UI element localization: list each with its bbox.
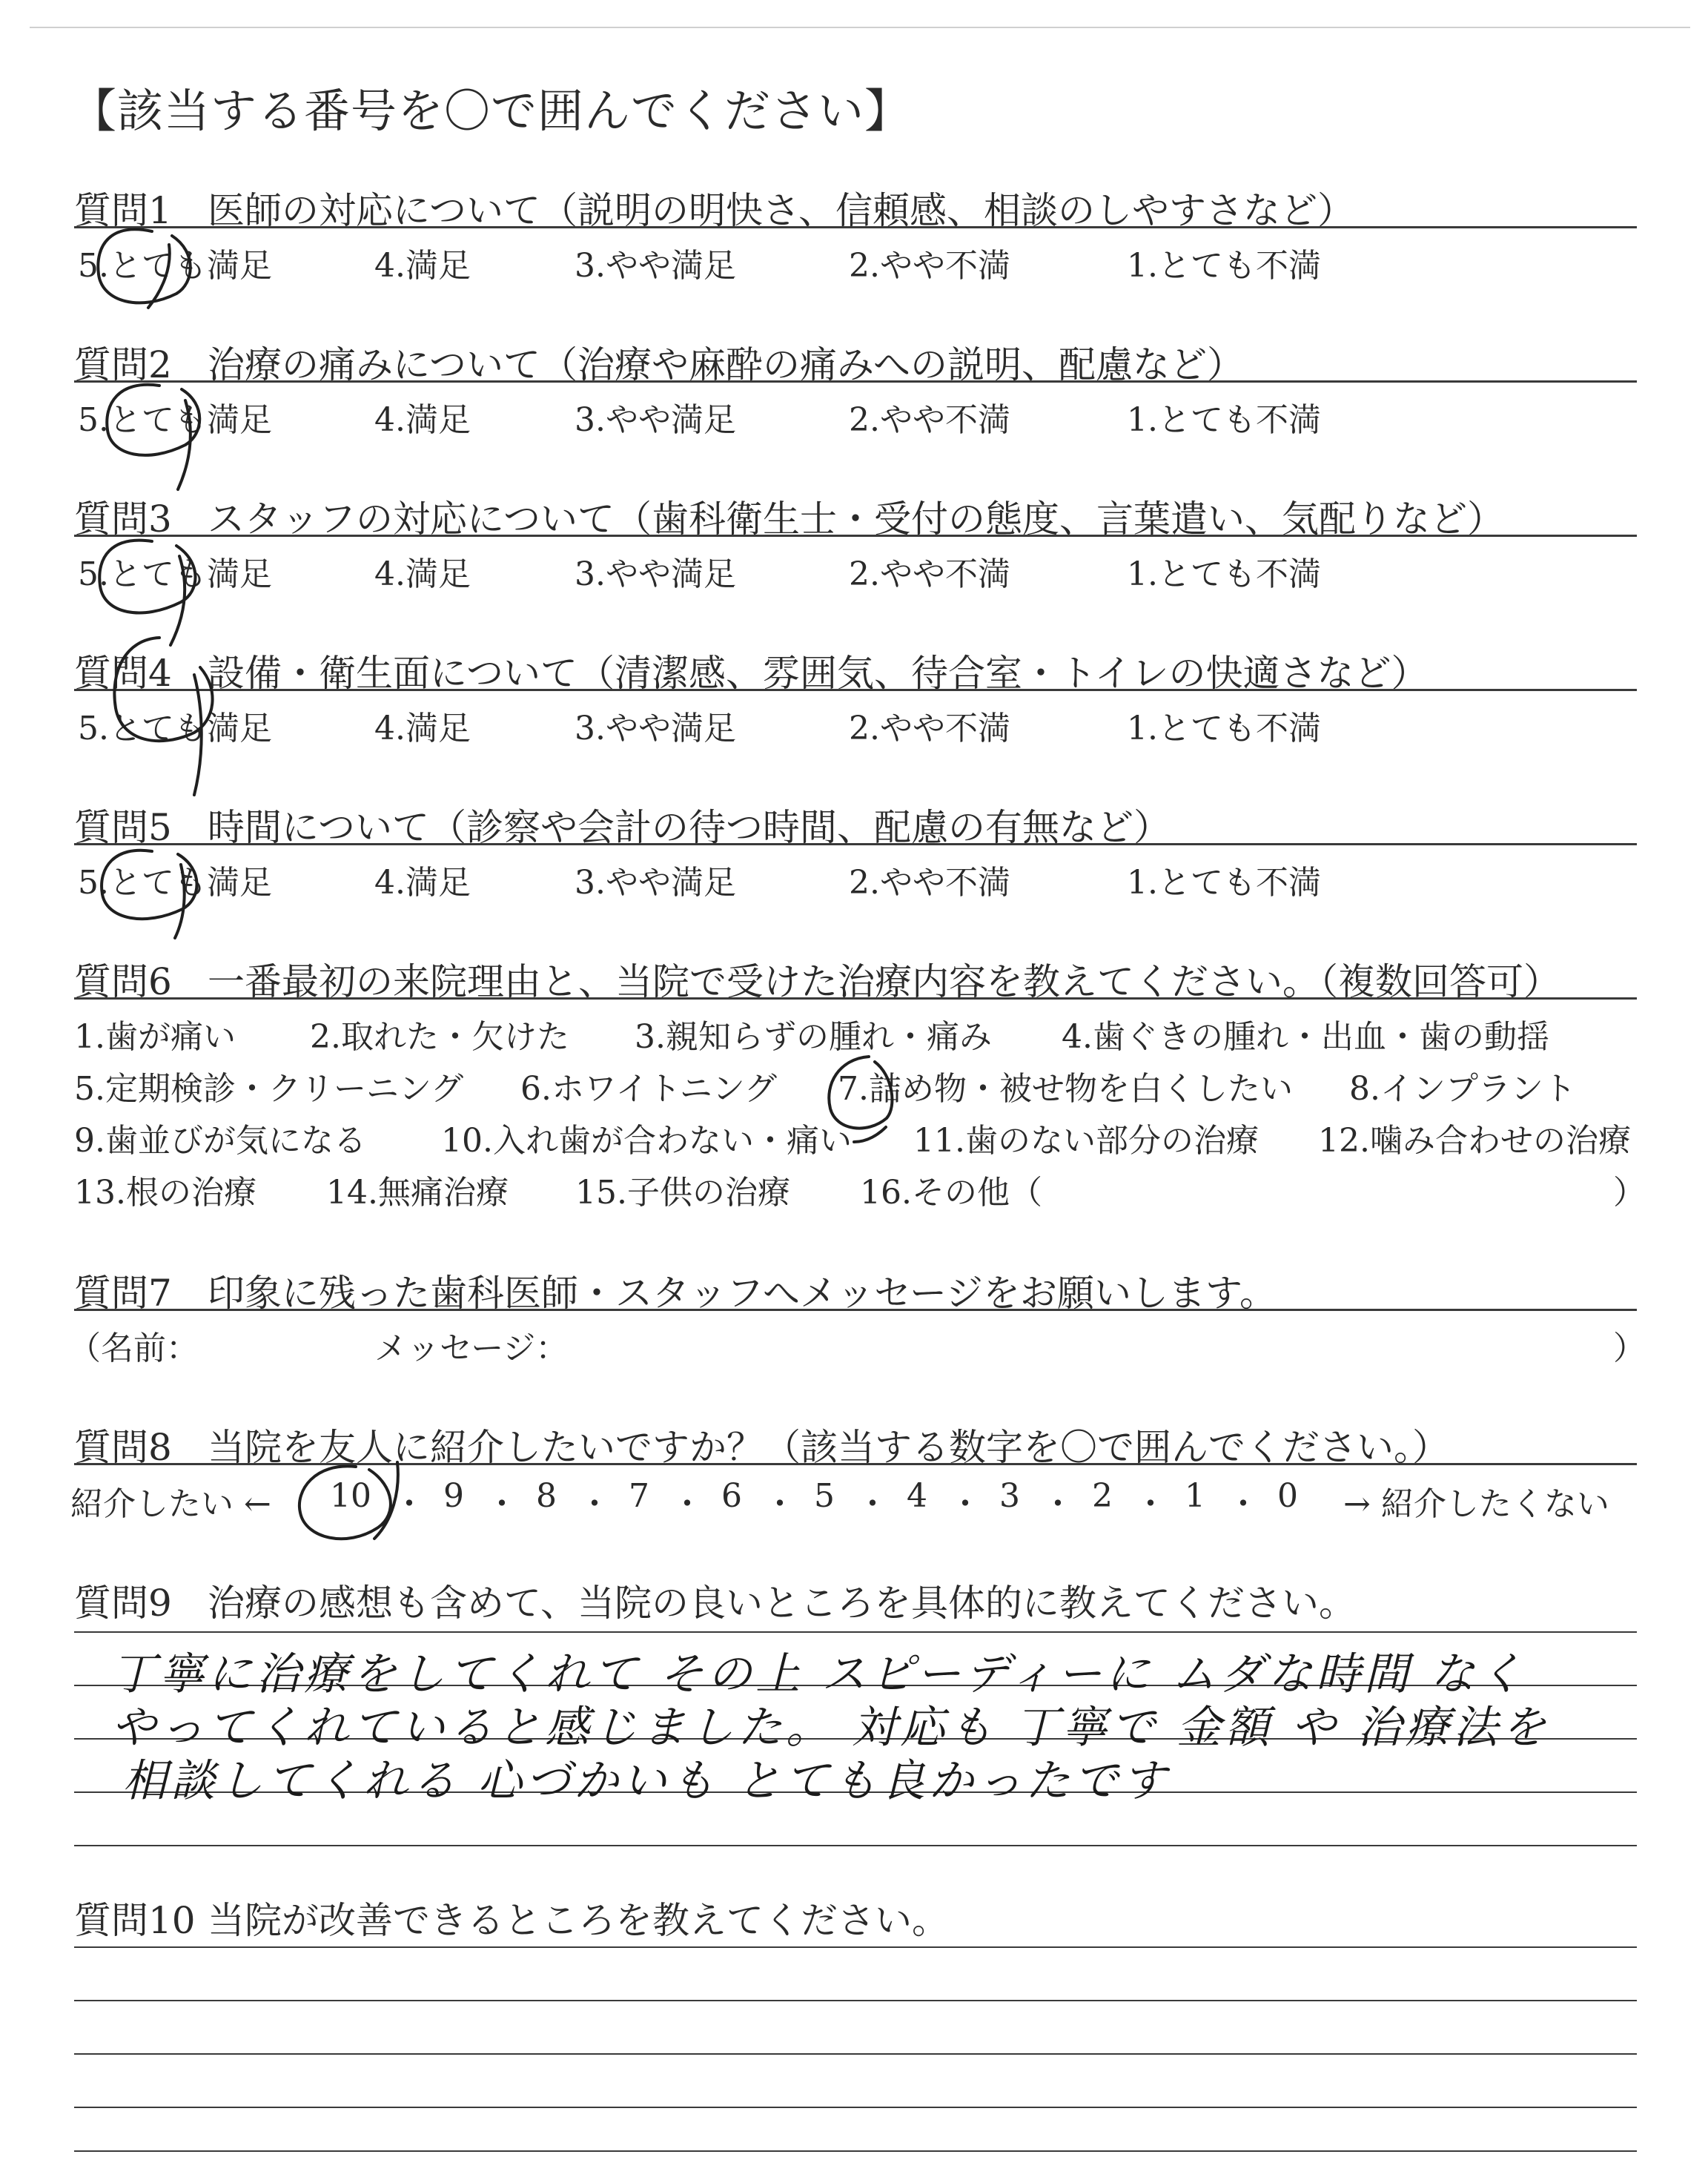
q6-option[interactable]: 9.歯並びが気になる bbox=[74, 1122, 366, 1160]
question-label: 質問6 bbox=[74, 960, 172, 1003]
option-2[interactable]: 2.やや不満 bbox=[849, 555, 1010, 593]
option-5[interactable]: 5.とても満足 bbox=[78, 401, 272, 439]
scale-separator: ・ bbox=[949, 1485, 982, 1523]
writing-line bbox=[74, 1946, 1637, 1948]
recommend-right-label: → 紹介したくない bbox=[1343, 1485, 1609, 1523]
option-4[interactable]: 4.満足 bbox=[374, 710, 471, 747]
scale-8[interactable]: 8 bbox=[536, 1477, 557, 1515]
q6-option[interactable]: 13.根の治療 bbox=[74, 1174, 256, 1212]
scale-10[interactable]: 10 bbox=[330, 1477, 371, 1515]
option-3[interactable]: 3.やや満足 bbox=[575, 401, 736, 439]
option-1[interactable]: 1.とても不満 bbox=[1127, 401, 1321, 439]
q6-option[interactable]: 2.取れた・欠けた bbox=[310, 1018, 569, 1056]
option-5[interactable]: 5.とても満足 bbox=[78, 864, 272, 902]
page-top-edge bbox=[30, 27, 1690, 28]
option-1[interactable]: 1.とても不満 bbox=[1127, 864, 1321, 902]
question-underline bbox=[74, 380, 1637, 383]
q6-option-selected[interactable]: 7.詰め物・被せ物を白くしたい bbox=[838, 1070, 1293, 1108]
question-text: 印象に残った歯科医師・スタッフへメッセージをお願いします。 bbox=[208, 1272, 1277, 1315]
question-text: 当院を友人に紹介したいですか？（該当する数字を〇で囲んでください。） bbox=[208, 1426, 1449, 1469]
q6-option[interactable]: 1.歯が痛い bbox=[74, 1018, 236, 1056]
writing-line bbox=[74, 1631, 1637, 1633]
scale-separator: ・ bbox=[393, 1485, 426, 1523]
writing-line bbox=[74, 2107, 1637, 2108]
close-paren: ） bbox=[1613, 1174, 1646, 1212]
question-label: 質問1 bbox=[74, 189, 172, 232]
option-3[interactable]: 3.やや満足 bbox=[575, 247, 736, 285]
question-text: 治療の感想も含めて、当院の良いところを具体的に教えてください。 bbox=[208, 1582, 1356, 1625]
option-2[interactable]: 2.やや不満 bbox=[849, 401, 1010, 439]
page-title: 【該当する番号を〇で囲んでください】 bbox=[70, 84, 912, 138]
option-5[interactable]: 5.とても満足 bbox=[78, 710, 272, 747]
question-label: 質問8 bbox=[74, 1426, 172, 1469]
q6-option[interactable]: 3.親知らずの腫れ・痛み bbox=[635, 1018, 992, 1056]
question-text: 一番最初の来院理由と、当院で受けた治療内容を教えてください。（複数回答可） bbox=[208, 960, 1560, 1003]
close-paren: ） bbox=[1613, 1330, 1646, 1367]
question-underline bbox=[74, 1463, 1637, 1465]
writing-line bbox=[74, 2150, 1637, 2152]
scale-separator: ・ bbox=[671, 1485, 704, 1523]
option-4[interactable]: 4.満足 bbox=[374, 864, 471, 902]
question-text: 当院が改善できるところを教えてください。 bbox=[208, 1899, 949, 1942]
q6-option-other[interactable]: 16.その他（ bbox=[860, 1174, 1042, 1212]
scale-separator: ・ bbox=[486, 1485, 518, 1523]
question-label: 質問10 bbox=[74, 1899, 196, 1942]
message-label: メッセージ： bbox=[374, 1330, 569, 1367]
option-1[interactable]: 1.とても不満 bbox=[1127, 555, 1321, 593]
scale-separator: ・ bbox=[764, 1485, 796, 1523]
scale-separator: ・ bbox=[1134, 1485, 1167, 1523]
scale-4[interactable]: 4 bbox=[907, 1477, 927, 1515]
option-2[interactable]: 2.やや不満 bbox=[849, 247, 1010, 285]
question-underline bbox=[74, 226, 1637, 228]
question-text: 治療の痛みについて（治療や麻酔の痛みへの説明、配慮など） bbox=[208, 343, 1244, 386]
question-label: 質問2 bbox=[74, 343, 172, 386]
question-label: 質問7 bbox=[74, 1272, 172, 1315]
option-5[interactable]: 5.とても満足 bbox=[78, 247, 272, 285]
scale-separator: ・ bbox=[856, 1485, 889, 1523]
writing-line bbox=[74, 2053, 1637, 2055]
handwritten-answer-line: 丁寧に治療をしてくれて その上 スピーディーに ムダな時間 なく bbox=[111, 1648, 1527, 1700]
option-2[interactable]: 2.やや不満 bbox=[849, 710, 1010, 747]
question-text: 時間について（診察や会計の待つ時間、配慮の有無など） bbox=[208, 806, 1171, 849]
scale-9[interactable]: 9 bbox=[443, 1477, 464, 1515]
question-label: 質問9 bbox=[74, 1582, 172, 1625]
recommend-left-label: 紹介したい ← bbox=[70, 1485, 271, 1523]
scale-separator: ・ bbox=[578, 1485, 611, 1523]
q6-option[interactable]: 14.無痛治療 bbox=[326, 1174, 509, 1212]
option-4[interactable]: 4.満足 bbox=[374, 247, 471, 285]
scale-5[interactable]: 5 bbox=[814, 1477, 835, 1515]
question-label: 質問4 bbox=[74, 652, 172, 695]
scale-7[interactable]: 7 bbox=[629, 1477, 649, 1515]
scale-separator: ・ bbox=[1042, 1485, 1074, 1523]
option-4[interactable]: 4.満足 bbox=[374, 401, 471, 439]
question-underline bbox=[74, 689, 1637, 691]
scale-3[interactable]: 3 bbox=[999, 1477, 1020, 1515]
scale-1[interactable]: 1 bbox=[1185, 1477, 1205, 1515]
handwritten-answer-line: 相談してくれる 心づかいも とても良かったです bbox=[122, 1755, 1171, 1807]
q6-option[interactable]: 8.インプラント bbox=[1349, 1070, 1576, 1108]
option-1[interactable]: 1.とても不満 bbox=[1127, 247, 1321, 285]
question-underline bbox=[74, 843, 1637, 845]
question-underline bbox=[74, 535, 1637, 537]
q6-option[interactable]: 15.子供の治療 bbox=[575, 1174, 790, 1212]
option-3[interactable]: 3.やや満足 bbox=[575, 864, 736, 902]
scale-separator: ・ bbox=[1227, 1485, 1260, 1523]
question-text: 医師の対応について（説明の明快さ、信頼感、相談のしやすさなど） bbox=[208, 189, 1354, 232]
question-text: スタッフの対応について（歯科衛生士・受付の態度、言葉遣い、気配りなど） bbox=[208, 498, 1504, 541]
option-1[interactable]: 1.とても不満 bbox=[1127, 710, 1321, 747]
writing-line bbox=[74, 2000, 1637, 2001]
option-2[interactable]: 2.やや不満 bbox=[849, 864, 1010, 902]
option-3[interactable]: 3.やや満足 bbox=[575, 555, 736, 593]
q6-option[interactable]: 4.歯ぐきの腫れ・出血・歯の動揺 bbox=[1062, 1018, 1549, 1056]
q6-option[interactable]: 5.定期検診・クリーニング bbox=[74, 1070, 464, 1108]
scale-6[interactable]: 6 bbox=[721, 1477, 742, 1515]
q6-option[interactable]: 10.入れ歯が合わない・痛い bbox=[441, 1122, 852, 1160]
question-underline bbox=[74, 1309, 1637, 1311]
handwritten-answer-line: やってくれていると感じました。 対応も 丁寧で 金額 や 治療法を bbox=[111, 1702, 1550, 1754]
writing-line bbox=[74, 1845, 1637, 1846]
question-underline bbox=[74, 997, 1637, 1000]
scale-2[interactable]: 2 bbox=[1092, 1477, 1113, 1515]
option-4[interactable]: 4.満足 bbox=[374, 555, 471, 593]
scale-0[interactable]: 0 bbox=[1277, 1477, 1298, 1515]
option-5[interactable]: 5.とても満足 bbox=[78, 555, 272, 593]
option-3[interactable]: 3.やや満足 bbox=[575, 710, 736, 747]
question-label: 質問5 bbox=[74, 806, 172, 849]
question-label: 質問3 bbox=[74, 498, 172, 541]
name-label: （名前： bbox=[68, 1330, 199, 1367]
q6-option[interactable]: 6.ホワイトニング bbox=[520, 1070, 778, 1108]
q6-option[interactable]: 12.噛み合わせの治療 bbox=[1318, 1122, 1631, 1160]
question-text: 設備・衛生面について（清潔感、雰囲気、待合室・トイレの快適さなど） bbox=[208, 652, 1429, 695]
q6-option[interactable]: 11.歯のない部分の治療 bbox=[913, 1122, 1259, 1160]
